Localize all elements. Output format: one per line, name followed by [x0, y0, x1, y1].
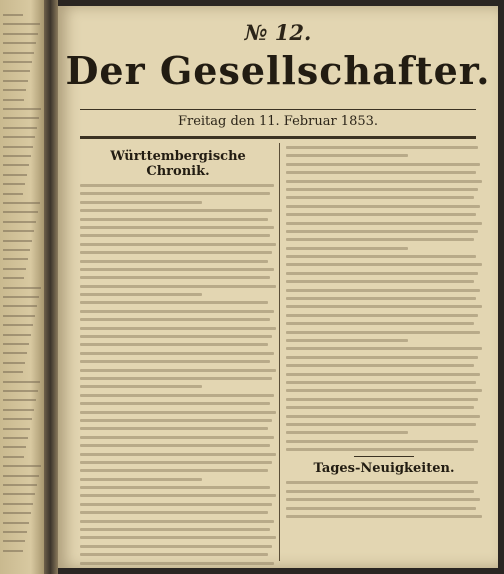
text-line-placeholder — [80, 234, 270, 237]
text-line-placeholder — [80, 268, 274, 271]
left-page-text-fragment — [3, 89, 26, 91]
left-page-text-fragment — [3, 531, 27, 533]
text-line-placeholder — [286, 490, 474, 493]
dateline-rule — [80, 136, 476, 139]
text-line-placeholder — [286, 213, 476, 216]
text-line-placeholder — [80, 201, 202, 204]
text-line-placeholder — [286, 507, 476, 510]
text-line-placeholder — [80, 453, 276, 456]
left-page-text-fragment — [3, 381, 40, 383]
left-page-text-fragment — [3, 146, 33, 148]
text-line-placeholder — [80, 461, 272, 464]
left-page-text-fragment — [3, 371, 23, 373]
text-line-placeholder — [286, 146, 478, 149]
text-line-placeholder — [80, 226, 274, 229]
text-line-placeholder — [286, 238, 474, 241]
text-line-placeholder — [80, 427, 268, 430]
text-line-placeholder — [80, 411, 276, 414]
book-gutter — [44, 0, 58, 574]
text-line-placeholder — [80, 335, 272, 338]
masthead-rule — [80, 109, 476, 110]
text-line-placeholder — [80, 260, 268, 263]
left-page-text-fragment — [3, 390, 38, 392]
text-line-placeholder — [80, 486, 270, 489]
text-line-placeholder — [80, 503, 272, 506]
left-page-text-fragment — [3, 70, 30, 72]
left-page-text-fragment — [3, 493, 35, 495]
left-page-text-fragment — [3, 352, 27, 354]
text-line-placeholder — [80, 377, 272, 380]
left-page-edge — [0, 0, 44, 574]
left-page-text-fragment — [3, 164, 29, 166]
text-line-placeholder — [286, 364, 474, 367]
left-page-text-fragment — [3, 437, 28, 439]
text-line-placeholder — [80, 192, 270, 195]
left-page-text-fragment — [3, 399, 36, 401]
left-page-text-fragment — [3, 446, 26, 448]
left-page-text-fragment — [3, 42, 36, 44]
text-line-placeholder — [286, 339, 408, 342]
left-page-text-fragment — [3, 287, 41, 289]
left-page-text-fragment — [3, 362, 25, 364]
left-page-text-fragment — [3, 418, 32, 420]
text-line-placeholder — [80, 562, 274, 565]
left-page-text-fragment — [3, 80, 28, 82]
left-page-text-fragment — [3, 540, 25, 542]
text-line-placeholder — [286, 163, 480, 166]
text-line-placeholder — [286, 196, 474, 199]
left-page-text-fragment — [3, 512, 31, 514]
text-line-placeholder — [80, 494, 276, 497]
text-line-placeholder — [80, 419, 272, 422]
text-line-placeholder — [80, 243, 276, 246]
left-page-text-fragment — [3, 174, 27, 176]
text-line-placeholder — [80, 511, 268, 514]
text-line-placeholder — [286, 263, 482, 266]
text-line-placeholder — [80, 444, 270, 447]
left-column — [80, 146, 276, 568]
dateline: Freitag den 11. Februar 1853. — [177, 114, 379, 129]
text-line-placeholder — [286, 481, 478, 484]
text-line-placeholder — [286, 406, 474, 409]
left-page-text-fragment — [3, 221, 36, 223]
text-line-placeholder — [286, 314, 478, 317]
chronicle-heading: Württembergische Chronik. — [110, 149, 246, 179]
text-line-placeholder — [80, 301, 268, 304]
text-line-placeholder — [80, 385, 202, 388]
left-page-text-fragment — [3, 230, 34, 232]
text-line-placeholder — [286, 322, 474, 325]
text-line-placeholder — [80, 251, 272, 254]
left-page-text-fragment — [3, 550, 23, 552]
left-page-text-fragment — [3, 428, 30, 430]
left-page-text-fragment — [3, 127, 37, 129]
text-line-placeholder — [80, 360, 270, 363]
left-page-text-fragment — [3, 136, 35, 138]
masthead-title: Der Gesellschafter. — [65, 48, 491, 93]
text-line-placeholder — [286, 515, 482, 518]
text-line-placeholder — [80, 369, 276, 372]
column-divider — [279, 143, 280, 561]
text-line-placeholder — [80, 520, 274, 523]
text-line-placeholder — [80, 394, 274, 397]
left-page-text-fragment — [3, 258, 28, 260]
text-line-placeholder — [286, 398, 478, 401]
text-line-placeholder — [286, 289, 480, 292]
left-page-text-fragment — [3, 409, 34, 411]
right-column — [286, 146, 482, 523]
text-line-placeholder — [286, 415, 480, 418]
text-line-placeholder — [80, 318, 270, 321]
text-line-placeholder — [286, 373, 480, 376]
left-page-text-fragment — [3, 334, 31, 336]
left-page-text-fragment — [3, 324, 33, 326]
text-line-placeholder — [286, 255, 476, 258]
left-page-text-fragment — [3, 343, 29, 345]
left-page-text-fragment — [3, 277, 24, 279]
issue-number: № 12. — [244, 20, 312, 45]
text-line-placeholder — [80, 545, 272, 548]
left-page-text-fragment — [3, 33, 38, 35]
left-page-text-fragment — [3, 202, 40, 204]
text-line-placeholder — [80, 343, 268, 346]
text-line-placeholder — [286, 188, 478, 191]
text-line-placeholder — [286, 423, 476, 426]
text-line-placeholder — [286, 498, 480, 501]
text-line-placeholder — [286, 205, 480, 208]
text-line-placeholder — [286, 280, 474, 283]
text-line-placeholder — [80, 402, 270, 405]
left-page-text-fragment — [3, 503, 33, 505]
text-line-placeholder — [286, 180, 482, 183]
text-line-placeholder — [80, 469, 268, 472]
left-page-text-fragment — [3, 465, 41, 467]
left-page-text-fragment — [3, 108, 41, 110]
text-line-placeholder — [80, 209, 272, 212]
text-line-placeholder — [286, 171, 476, 174]
text-line-placeholder — [80, 293, 202, 296]
text-line-placeholder — [80, 536, 276, 539]
text-line-placeholder — [80, 528, 270, 531]
text-line-placeholder — [286, 272, 478, 275]
left-page-text-fragment — [3, 484, 37, 486]
left-page-text-fragment — [3, 52, 34, 54]
left-page-text-fragment — [3, 456, 24, 458]
left-page-text-fragment — [3, 211, 38, 213]
left-page-text-fragment — [3, 155, 31, 157]
left-page-text-fragment — [3, 23, 40, 25]
text-line-placeholder — [286, 297, 476, 300]
text-line-placeholder — [286, 431, 408, 434]
section-rule — [354, 456, 414, 457]
text-line-placeholder — [286, 222, 482, 225]
text-line-placeholder — [286, 347, 482, 350]
text-line-placeholder — [80, 285, 276, 288]
left-page-text-fragment — [3, 14, 23, 16]
left-page-text-fragment — [3, 268, 26, 270]
text-line-placeholder — [286, 356, 478, 359]
text-line-placeholder — [286, 305, 482, 308]
left-page-text-fragment — [3, 240, 32, 242]
text-line-placeholder — [286, 448, 474, 451]
left-page-text-fragment — [3, 475, 39, 477]
left-page-text-fragment — [3, 99, 24, 101]
left-page-text-fragment — [3, 522, 29, 524]
text-line-placeholder — [286, 381, 476, 384]
text-line-placeholder — [80, 327, 276, 330]
text-line-placeholder — [286, 440, 478, 443]
text-line-placeholder — [286, 389, 482, 392]
left-page-text-fragment — [3, 183, 25, 185]
news-heading: Tages-Neuigkeiten. — [313, 461, 455, 477]
left-page-text-fragment — [3, 249, 30, 251]
left-page-text-fragment — [3, 193, 23, 195]
text-line-placeholder — [286, 230, 478, 233]
text-line-placeholder — [80, 478, 202, 481]
left-page-text-fragment — [3, 296, 39, 298]
text-line-placeholder — [80, 436, 274, 439]
text-line-placeholder — [286, 331, 480, 334]
left-page-text-fragment — [3, 315, 35, 317]
text-line-placeholder — [286, 247, 408, 250]
text-line-placeholder — [80, 352, 274, 355]
text-line-placeholder — [286, 154, 408, 157]
left-page-text-fragment — [3, 305, 37, 307]
text-line-placeholder — [80, 276, 270, 279]
text-line-placeholder — [80, 184, 274, 187]
text-line-placeholder — [80, 553, 268, 556]
text-line-placeholder — [80, 310, 274, 313]
left-page-text-fragment — [3, 117, 39, 119]
newspaper-page — [58, 6, 498, 568]
left-page-text-fragment — [3, 61, 32, 63]
text-line-placeholder — [80, 218, 268, 221]
